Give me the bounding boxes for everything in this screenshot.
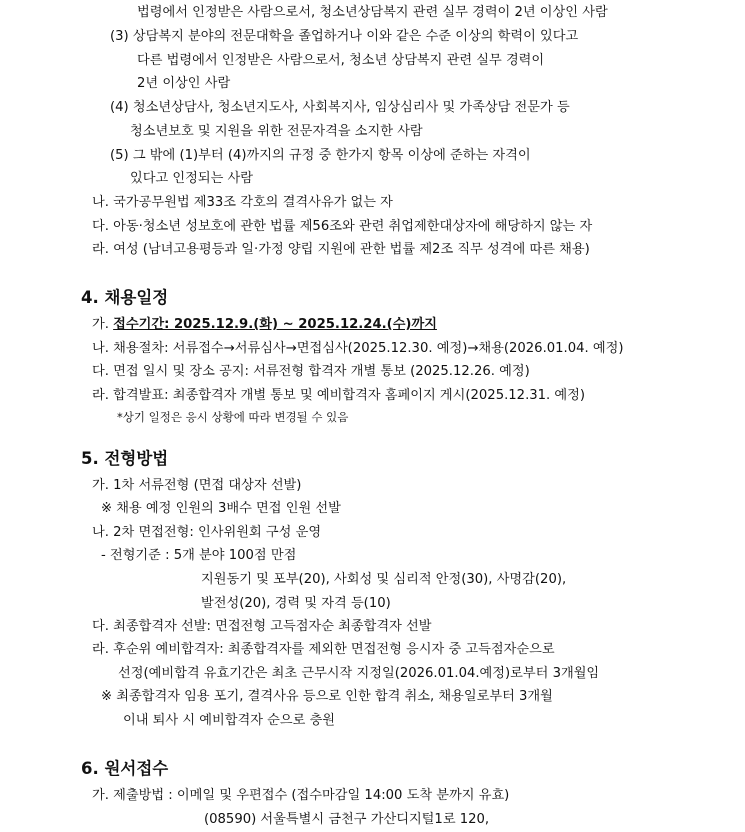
selection-ra: 라. 후순위 예비합격자: 최종합격자를 제외한 면접전형 응시자 중 고득점자순으로 (92, 642, 555, 657)
qualification-text: 법령에서 인정받은 사람으로서, 청소년상담복지 관련 실무 경력이 2년 이상인 사람 (137, 5, 608, 20)
qualification-text: 다른 법령에서 인정받은 사람으로서, 청소년 상담복지 관련 실무 경력이 (137, 53, 545, 68)
schedule-ra: 라. 합격발표: 최종합격자 개별 통보 및 예비합격자 홈페이지 게시(2025.12.31. 예정) (92, 388, 586, 403)
selection-na: 나. 2차 면접전형: 인사위원회 구성 운영 (92, 525, 322, 540)
selection-note-detail: 이내 퇴사 시 예비합격자 순으로 충원 (123, 713, 336, 728)
application-address: (08590) 서울특별시 금천구 가산디지털1로 120, (204, 812, 490, 827)
qualification-item-4: (4) 청소년상담사, 청소년지도사, 사회복지사, 임상심리사 및 가족상담 전문가 등 (110, 100, 570, 115)
selection-criteria: - 전형기준 : 5개 분야 100점 만점 (101, 548, 297, 563)
qualification-na: 나. 국가공무원법 제33조 각호의 결격사유가 없는 자 (92, 195, 393, 210)
section-heading-selection: 5. 전형방법 (81, 449, 169, 468)
schedule-note: *상기 일정은 응시 상황에 따라 변경될 수 있음 (117, 410, 349, 424)
qualification-text: 청소년보호 및 지원을 위한 전문자격을 소지한 사람 (130, 124, 423, 139)
selection-ra-detail: 선정(예비합격 유효기간은 최초 근무시작 지정일(2026.01.04.예정)로부터 3개월임 (118, 666, 600, 681)
selection-ga-note: ※ 채용 예정 인원의 3배수 면접 인원 선발 (101, 501, 341, 516)
selection-criteria-detail: 지원동기 및 포부(20), 사회성 및 심리적 안정(30), 사명감(20), (201, 572, 567, 587)
qualification-item-5: (5) 그 밖에 (1)부터 (4)까지의 규정 중 한가지 항목 이상에 준하는 자격이 (110, 148, 531, 163)
section-heading-schedule: 4. 채용일정 (81, 288, 169, 307)
schedule-ga (92, 316, 437, 334)
section-heading-application: 6. 원서접수 (81, 759, 169, 778)
schedule-da: 다. 면접 일시 및 장소 공지: 서류전형 합격자 개별 통보 (2025.12.26. 예정) (92, 364, 530, 379)
application-ga: 가. 제출방법 : 이메일 및 우편접수 (접수마감일 14:00 도착 분까지 유효) (92, 788, 510, 803)
selection-da: 다. 최종합격자 선발: 면접전형 고득점자순 최종합격자 선발 (92, 619, 432, 634)
qualification-ra: 라. 여성 (남녀고용평등과 일·가정 양립 지원에 관한 법률 제2조 직무 성격에 따른 채용) (92, 242, 590, 257)
selection-note: ※ 최종합격자 임용 포기, 결격사유 등으로 인한 합격 취소, 채용일로부터 3개월 (101, 689, 553, 704)
application-period: 접수기간: 2025.12.9.(화) ~ 2025.12.24.(수)까지 (113, 317, 437, 332)
selection-ga: 가. 1차 서류전형 (면접 대상자 선발) (92, 478, 302, 493)
selection-criteria-detail: 발전성(20), 경력 및 자격 등(10) (201, 596, 391, 611)
qualification-da: 다. 아동·청소년 성보호에 관한 법률 제56조와 관련 취업제한대상자에 해당하지 않는 자 (92, 219, 593, 234)
qualification-text: 있다고 인정되는 사람 (130, 171, 254, 186)
qualification-text: 2년 이상인 사람 (137, 76, 231, 91)
qualification-item-3: (3) 상담복지 분야의 전문대학을 졸업하거나 이와 같은 수준 이상의 학력이 있다고 (110, 29, 579, 44)
schedule-na: 나. 채용절차: 서류접수→서류심사→면접심사(2025.12.30. 예정)→채용(2026.01.04. 예정) (92, 341, 624, 356)
schedule-ga-prefix: 가. (92, 317, 114, 332)
